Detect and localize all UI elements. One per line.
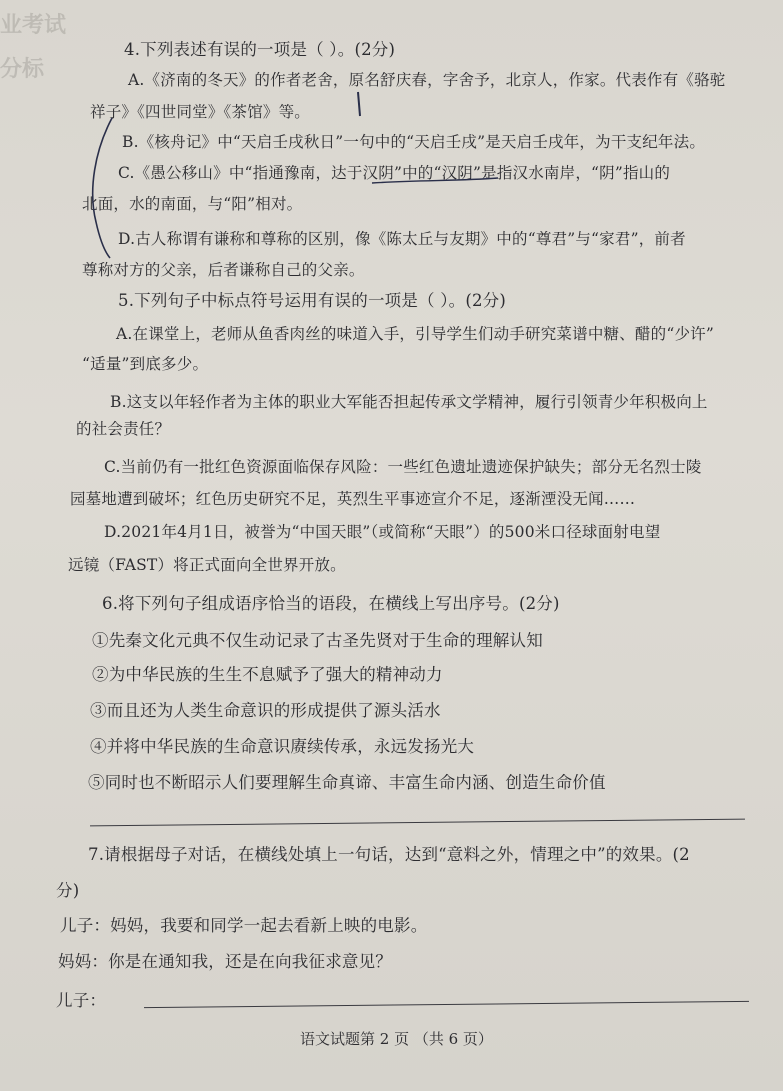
q7-dialog-son-1: 儿子：妈妈，我要和同学一起去看新上映的电影。 <box>60 916 428 935</box>
q5-option-c-line1: C.当前仍有一批红色资源面临保存风险：一些红色遗址遗迹保护缺失；部分无名烈士陵 <box>104 458 702 476</box>
q4-option-a-line2: 祥子》《四世同堂》《茶馆》等。 <box>90 103 311 121</box>
q7-dialog-son-2-label: 儿子： <box>56 991 107 1010</box>
q5-stem: 5.下列句子中标点符号运用有误的一项是（ ）。(2分) <box>118 291 507 310</box>
q6-answer-line[interactable] <box>90 819 745 827</box>
q4-option-d-line1: D.古人称谓有谦称和尊称的区别，像《陈太丘与友期》中的“尊君”与“家君”，前者 <box>118 230 686 248</box>
q5-option-d-line2: 远镜（FAST）将正式面向全世界开放。 <box>68 556 346 574</box>
q7-stem-line2: 分) <box>56 881 80 900</box>
q5-option-b-line2: 的社会责任？ <box>76 420 171 438</box>
q6-sentence-3: ③而且还为人类生命意识的形成提供了源头活水 <box>90 701 441 720</box>
q5-option-a-line1: A.在课堂上，老师从鱼香肉丝的味道入手，引导学生们动手研究菜谱中糖、醋的“少许” <box>116 325 714 343</box>
q6-sentence-2: ②为中华民族的生生不息赋予了强大的精神动力 <box>92 665 443 684</box>
q4-option-c-line2: 北面，水的南面，与“阳”相对。 <box>82 195 303 213</box>
q6-sentence-5: ⑤同时也不断昭示人们要理解生命真谛、丰富生命内涵、创造生命价值 <box>88 773 606 792</box>
q7-dialog-mom: 妈妈：你是在通知我，还是在向我征求意见？ <box>58 952 392 971</box>
q5-option-b-line1: B.这支以年轻作者为主体的职业大军能否担起传承文学精神，履行引领青少年积极向上 <box>110 393 708 411</box>
q4-option-c-line1: C.《愚公移山》中“指通豫南，达于汉阴”中的“汉阴”是指汉水南岸，“阴”指山的 <box>118 164 671 182</box>
bleed-through-text: 分标 <box>0 57 45 82</box>
q6-stem: 6.将下列句子组成语序恰当的语段，在横线上写出序号。(2分) <box>102 594 560 613</box>
q7-stem-line1: 7.请根据母子对话，在横线处填上一句话，达到“意料之外，情理之中”的效果。(2 <box>88 845 690 864</box>
page-footer: 语文试题第 2 页 （共 6 页） <box>300 1030 493 1048</box>
q6-sentence-4: ④并将中华民族的生命意识赓续传承，永远发扬光大 <box>90 737 475 756</box>
handwritten-bracket-mark <box>0 0 783 300</box>
q4-option-d-line2: 尊称对方的父亲，后者谦称自己的父亲。 <box>82 261 365 279</box>
q4-option-b-line1: B.《核舟记》中“天启壬戌秋日”一句中的“天启壬戌”是天启壬戌年，为干支纪年法。 <box>122 133 706 151</box>
bleed-through-text: 业考试 <box>0 13 67 38</box>
q6-sentence-1: ①先秦文化元典不仅生动记录了古圣先贤对于生命的理解认知 <box>92 631 543 650</box>
q4-option-a-line1: A.《济南的冬天》的作者老舍，原名舒庆春，字舍予，北京人，作家。代表作有《骆驼 <box>128 71 726 89</box>
q5-option-c-line2: 园墓地遭到破坏；红色历史研究不足，英烈生平事迹宣介不足，逐渐湮没无闻…… <box>70 490 636 508</box>
q5-option-a-line2: “适量”到底多少。 <box>82 355 209 373</box>
q7-answer-line[interactable] <box>144 1001 749 1008</box>
q5-option-d-line1: D.2021年4月1日，被誉为“中国天眼”（或简称“天眼”）的500米口径球面射电望 <box>104 523 661 541</box>
q4-stem: 4.下列表述有误的一项是（ ）。(2分) <box>124 40 396 59</box>
